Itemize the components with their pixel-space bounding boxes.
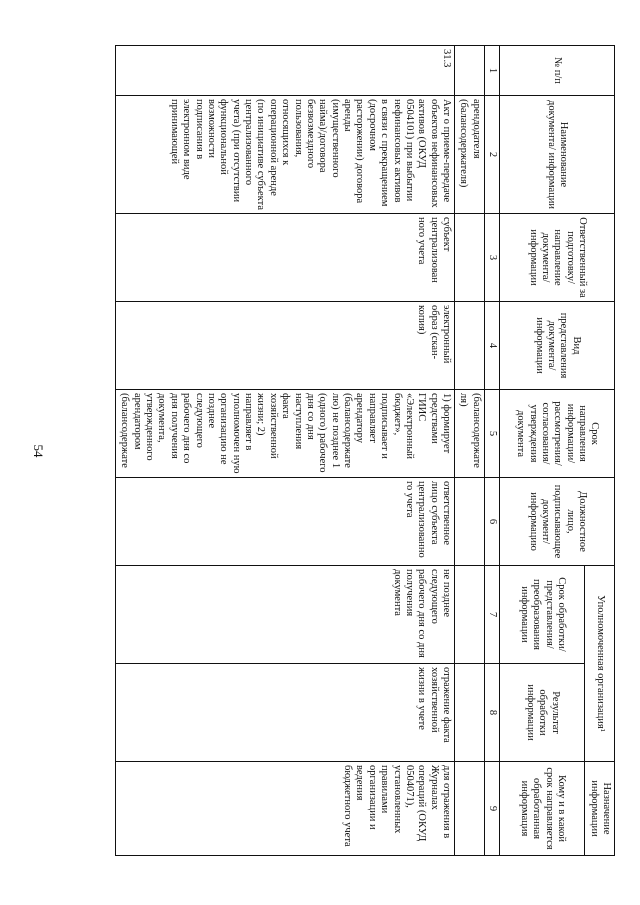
row-responsible: субъект централизован ного учета xyxy=(116,214,455,302)
header-purpose: Кому и в какой срок направляется обработанная информация xyxy=(500,762,585,856)
header-org-group: Уполномоченная организация¹ xyxy=(585,566,615,762)
cont-form xyxy=(455,302,485,390)
document-table xyxy=(115,45,615,856)
header-deadline: Срок направления информации/ рассмотрения/ согласования/ утверждения документа xyxy=(500,390,615,478)
header-org-result: Результат обработки информации xyxy=(500,664,585,762)
cont-org-deadline xyxy=(455,566,485,664)
cont-deadline: (балансодержате ля) xyxy=(455,390,485,478)
header-name: Наименование документа/ информации xyxy=(500,96,615,214)
column-number-2: 2 xyxy=(484,96,499,214)
header-official: Должностное лицо, подписывающее документ/ информацию xyxy=(500,478,615,566)
column-number-3: 3 xyxy=(484,214,499,302)
cont-org-result xyxy=(455,664,485,762)
header-form: Вид представления документа/ информации xyxy=(500,302,615,390)
column-number-row xyxy=(484,46,499,856)
cont-name: арендодателя (балансодержателя) xyxy=(455,96,485,214)
header-num: № п/п xyxy=(500,46,615,96)
cont-purpose xyxy=(455,762,485,856)
rotated-page-content xyxy=(65,45,615,855)
page-number: 54 xyxy=(31,444,46,458)
row-purpose: для отражения в Журналах операций (ОКУД 0504071), установленных правилами организации и ведения бюджетного учета xyxy=(116,762,455,856)
column-number-6: 6 xyxy=(484,478,499,566)
cont-official xyxy=(455,478,485,566)
cont-num xyxy=(455,46,485,96)
header-org-deadline: Срок обработки/ представления/ преобразования информации xyxy=(500,566,585,664)
column-number-1: 1 xyxy=(484,46,499,96)
table-row xyxy=(116,46,455,856)
row-num: 31.3 xyxy=(116,46,455,96)
row-official: ответственное лицо субъекта централизованно го учета xyxy=(116,478,455,566)
row-org-result: отражение факта хозяйственной жизни в учете xyxy=(116,664,455,762)
column-number-4: 4 xyxy=(484,302,499,390)
header-row-top xyxy=(585,46,615,856)
column-number-8: 8 xyxy=(484,664,499,762)
column-number-5: 5 xyxy=(484,390,499,478)
row-deadline: 1) формирует средствами ГИИС «Электронный бюджет», подписывает и направляет арендатору (балансодержате лю) не позднее 1 (одного) рабочего дня со дня наступления факта хозяйственной жизни; 2) направляет в уполномочен ную организацию не позднее следующего рабочего дня со дня получения документа, утвержденного арендатором (балансодержате xyxy=(116,390,455,478)
cont-responsible xyxy=(455,214,485,302)
header-responsible: Ответственный за подготовку/ направление документа/ информации xyxy=(500,214,615,302)
column-number-9: 9 xyxy=(484,762,499,856)
row-form: электронный образ (скан-копия) xyxy=(116,302,455,390)
header-purpose-group: Назначение информации xyxy=(585,762,615,856)
column-number-7: 7 xyxy=(484,566,499,664)
row-name: Акт о приеме-передаче объектов нефинансовых активов (ОКУД 0504101) при выбытии нефинансовых активов в связи с прекращением (досрочном расторжении) договора аренды (имущественного найма)/договора безвозмездного пользования, относящихся к операционной аренде (по инициативе субъекта централизованного учета) (при отсутствии функциональной возможности подписания в электронном виде принимающей xyxy=(116,96,455,214)
row-org-deadline: не позднее следующего рабочего дня со дня получения документа xyxy=(116,566,455,664)
continuation-row xyxy=(455,46,485,856)
